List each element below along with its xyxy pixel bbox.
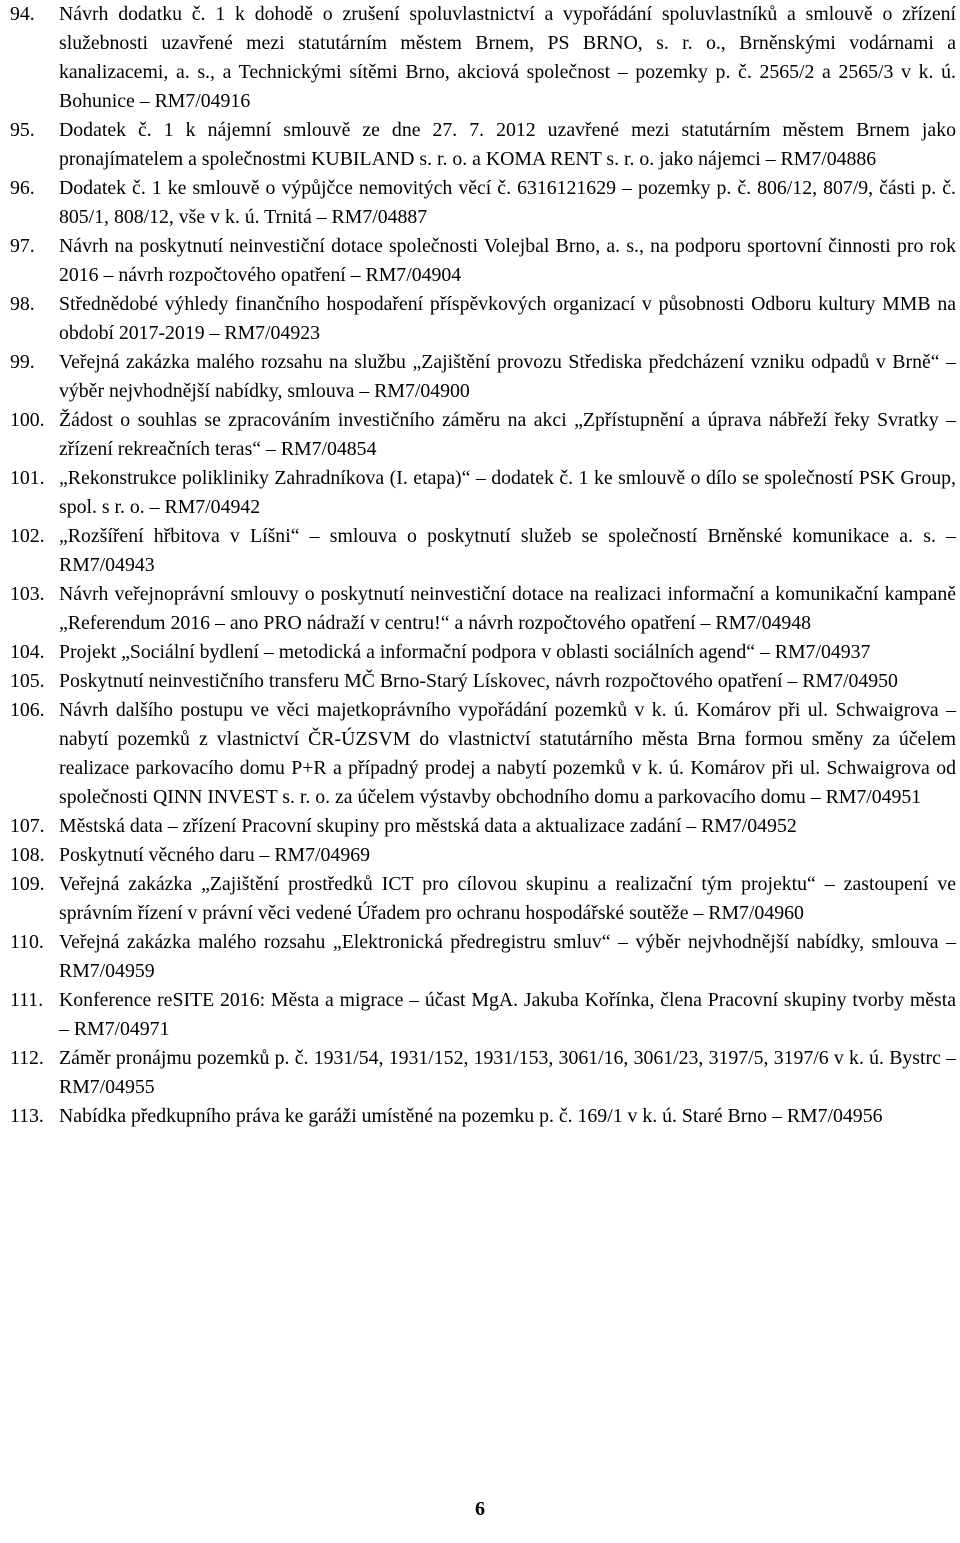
agenda-item [10,464,956,522]
item-text: Nabídka předkupního práva ke garáži umístěné na pozemku p. č. 169/1 v k. ú. Staré Brno – RM7/04956 [59,1105,883,1127]
item-text: Dodatek č. 1 k nájemní smlouvě ze dne 27. 7. 2012 uzavřené mezi statutárním městem Brnem jako pronajímatelem a společnostmi KUBILAND s. r. o. a KOMA RENT s. r. o. jako nájemci – RM7/04886 [59,119,956,170]
item-number: 97. [10,235,35,257]
item-text: Projekt „Sociální bydlení – metodická a informační podpora v oblasti sociálních agend“ – RM7/04937 [59,641,871,663]
item-text: Dodatek č. 1 ke smlouvě o výpůjčce nemovitých věcí č. 6316121629 – pozemky p. č. 806/12, 807/9, části p. č. 805/1, 808/12, vše v k. ú. Trnitá – RM7/04887 [59,177,956,228]
item-number: 102. [10,525,45,547]
agenda-item [10,841,956,870]
agenda-item [10,638,956,667]
item-text: Návrh na poskytnutí neinvestiční dotace společnosti Volejbal Brno, a. s., na podporu sportovní činnosti pro rok 2016 – návrh rozpočtového opatření – RM7/04904 [59,235,956,286]
agenda-item [10,812,956,841]
item-number: 104. [10,641,45,663]
item-number: 106. [10,699,45,721]
item-number: 105. [10,670,45,692]
item-number: 110. [10,931,44,953]
agenda-item [10,1044,956,1102]
item-text: „Rekonstrukce polikliniky Zahradníkova (I. etapa)“ – dodatek č. 1 ke smlouvě o dílo se společností PSK Group, spol. s r. o. – RM7/04942 [59,467,956,518]
item-number: 103. [10,583,45,605]
agenda-item [10,174,956,232]
item-number: 100. [10,409,45,431]
agenda-list [10,0,956,1131]
item-number: 94. [10,3,35,25]
item-number: 108. [10,844,45,866]
item-text: Poskytnutí neinvestičního transferu MČ Brno-Starý Lískovec, návrh rozpočtového opatření – RM7/04950 [59,670,898,692]
item-number: 98. [10,293,35,315]
agenda-item [10,667,956,696]
item-text: Konference reSITE 2016: Města a migrace – účast MgA. Jakuba Kořínka, člena Pracovní skupiny tvorby města – RM7/04971 [59,989,956,1040]
agenda-item [10,986,956,1044]
item-text: Žádost o souhlas se zpracováním investičního záměru na akci „Zpřístupnění a úprava nábřeží řeky Svratky – zřízení rekreačních teras“ – RM7/04854 [59,409,956,460]
agenda-item [10,290,956,348]
item-number: 107. [10,815,45,837]
item-text: Městská data – zřízení Pracovní skupiny pro městská data a aktualizace zadání – RM7/04952 [59,815,797,837]
item-text: Návrh veřejnoprávní smlouvy o poskytnutí neinvestiční dotace na realizaci informační a komunikační kampaně „Referendum 2016 – ano PRO nádraží v centru!“ a návrh rozpočtového opatření – RM7/04948 [59,583,956,634]
agenda-item [10,1102,956,1131]
item-number: 113. [10,1105,44,1127]
agenda-item [10,348,956,406]
agenda-item [10,696,956,812]
item-number: 99. [10,351,35,373]
item-text: Veřejná zakázka malého rozsahu na službu „Zajištění provozu Střediska předcházení vzniku odpadů v Brně“ – výběr nejvhodnější nabídky, smlouva – RM7/04900 [59,351,956,402]
item-number: 112. [10,1047,44,1069]
agenda-item [10,232,956,290]
item-text: Návrh dalšího postupu ve věci majetkoprávního vypořádání pozemků v k. ú. Komárov při ul. Schwaigrova – nabytí pozemků z vlastnictví ČR-ÚZSVM do vlastnictví statutárního města Brna formou směny za účelem realizace parkovacího domu P+R a případný prodej a nabytí pozemků v k. ú. Komárov při ul. Schwaigrova od společnosti QINN INVEST s. r. o. za účelem výstavby obchodního domu a parkovacího domu – RM7/04951 [59,699,956,808]
item-text: „Rozšíření hřbitova v Líšni“ – smlouva o poskytnutí služeb se společností Brněnské komunikace a. s. – RM7/04943 [59,525,956,576]
item-text: Veřejná zakázka „Zajištění prostředků ICT pro cílovou skupinu a realizační tým projektu“ – zastoupení ve správním řízení v právní věci vedené Úřadem pro ochranu hospodářské soutěže – RM7/04960 [59,873,956,924]
agenda-item [10,580,956,638]
agenda-item [10,870,956,928]
agenda-item [10,406,956,464]
item-number: 95. [10,119,35,141]
item-text: Návrh dodatku č. 1 k dohodě o zrušení spoluvlastnictví a vypořádání spoluvlastníků a smlouvě o zřízení služebnosti uzavřené mezi statutárním městem Brnem, PS BRNO, s. r. o., Brněnskými vodárnami a kanalizacemi, a. s., a Technickými sítěmi Brno, akciová společnost – pozemky p. č. 2565/2 a 2565/3 v k. ú. Bohunice – RM7/04916 [59,3,956,112]
item-text: Záměr pronájmu pozemků p. č. 1931/54, 1931/152, 1931/153, 3061/16, 3061/23, 3197/5, 3197/6 v k. ú. Bystrc – RM7/04955 [59,1047,956,1098]
item-number: 111. [10,989,44,1011]
item-text: Veřejná zakázka malého rozsahu „Elektronická předregistru smluv“ – výběr nejvhodnější nabídky, smlouva – RM7/04959 [59,931,956,982]
agenda-item [10,0,956,116]
agenda-item [10,116,956,174]
page-number: 6 [475,1498,485,1520]
item-text: Poskytnutí věcného daru – RM7/04969 [59,844,370,866]
item-text: Střednědobé výhledy finančního hospodaření příspěvkových organizací v působnosti Odboru kultury MMB na období 2017-2019 – RM7/04923 [59,293,956,344]
item-number: 109. [10,873,45,895]
agenda-item [10,928,956,986]
item-number: 96. [10,177,35,199]
agenda-item [10,522,956,580]
item-number: 101. [10,467,45,489]
